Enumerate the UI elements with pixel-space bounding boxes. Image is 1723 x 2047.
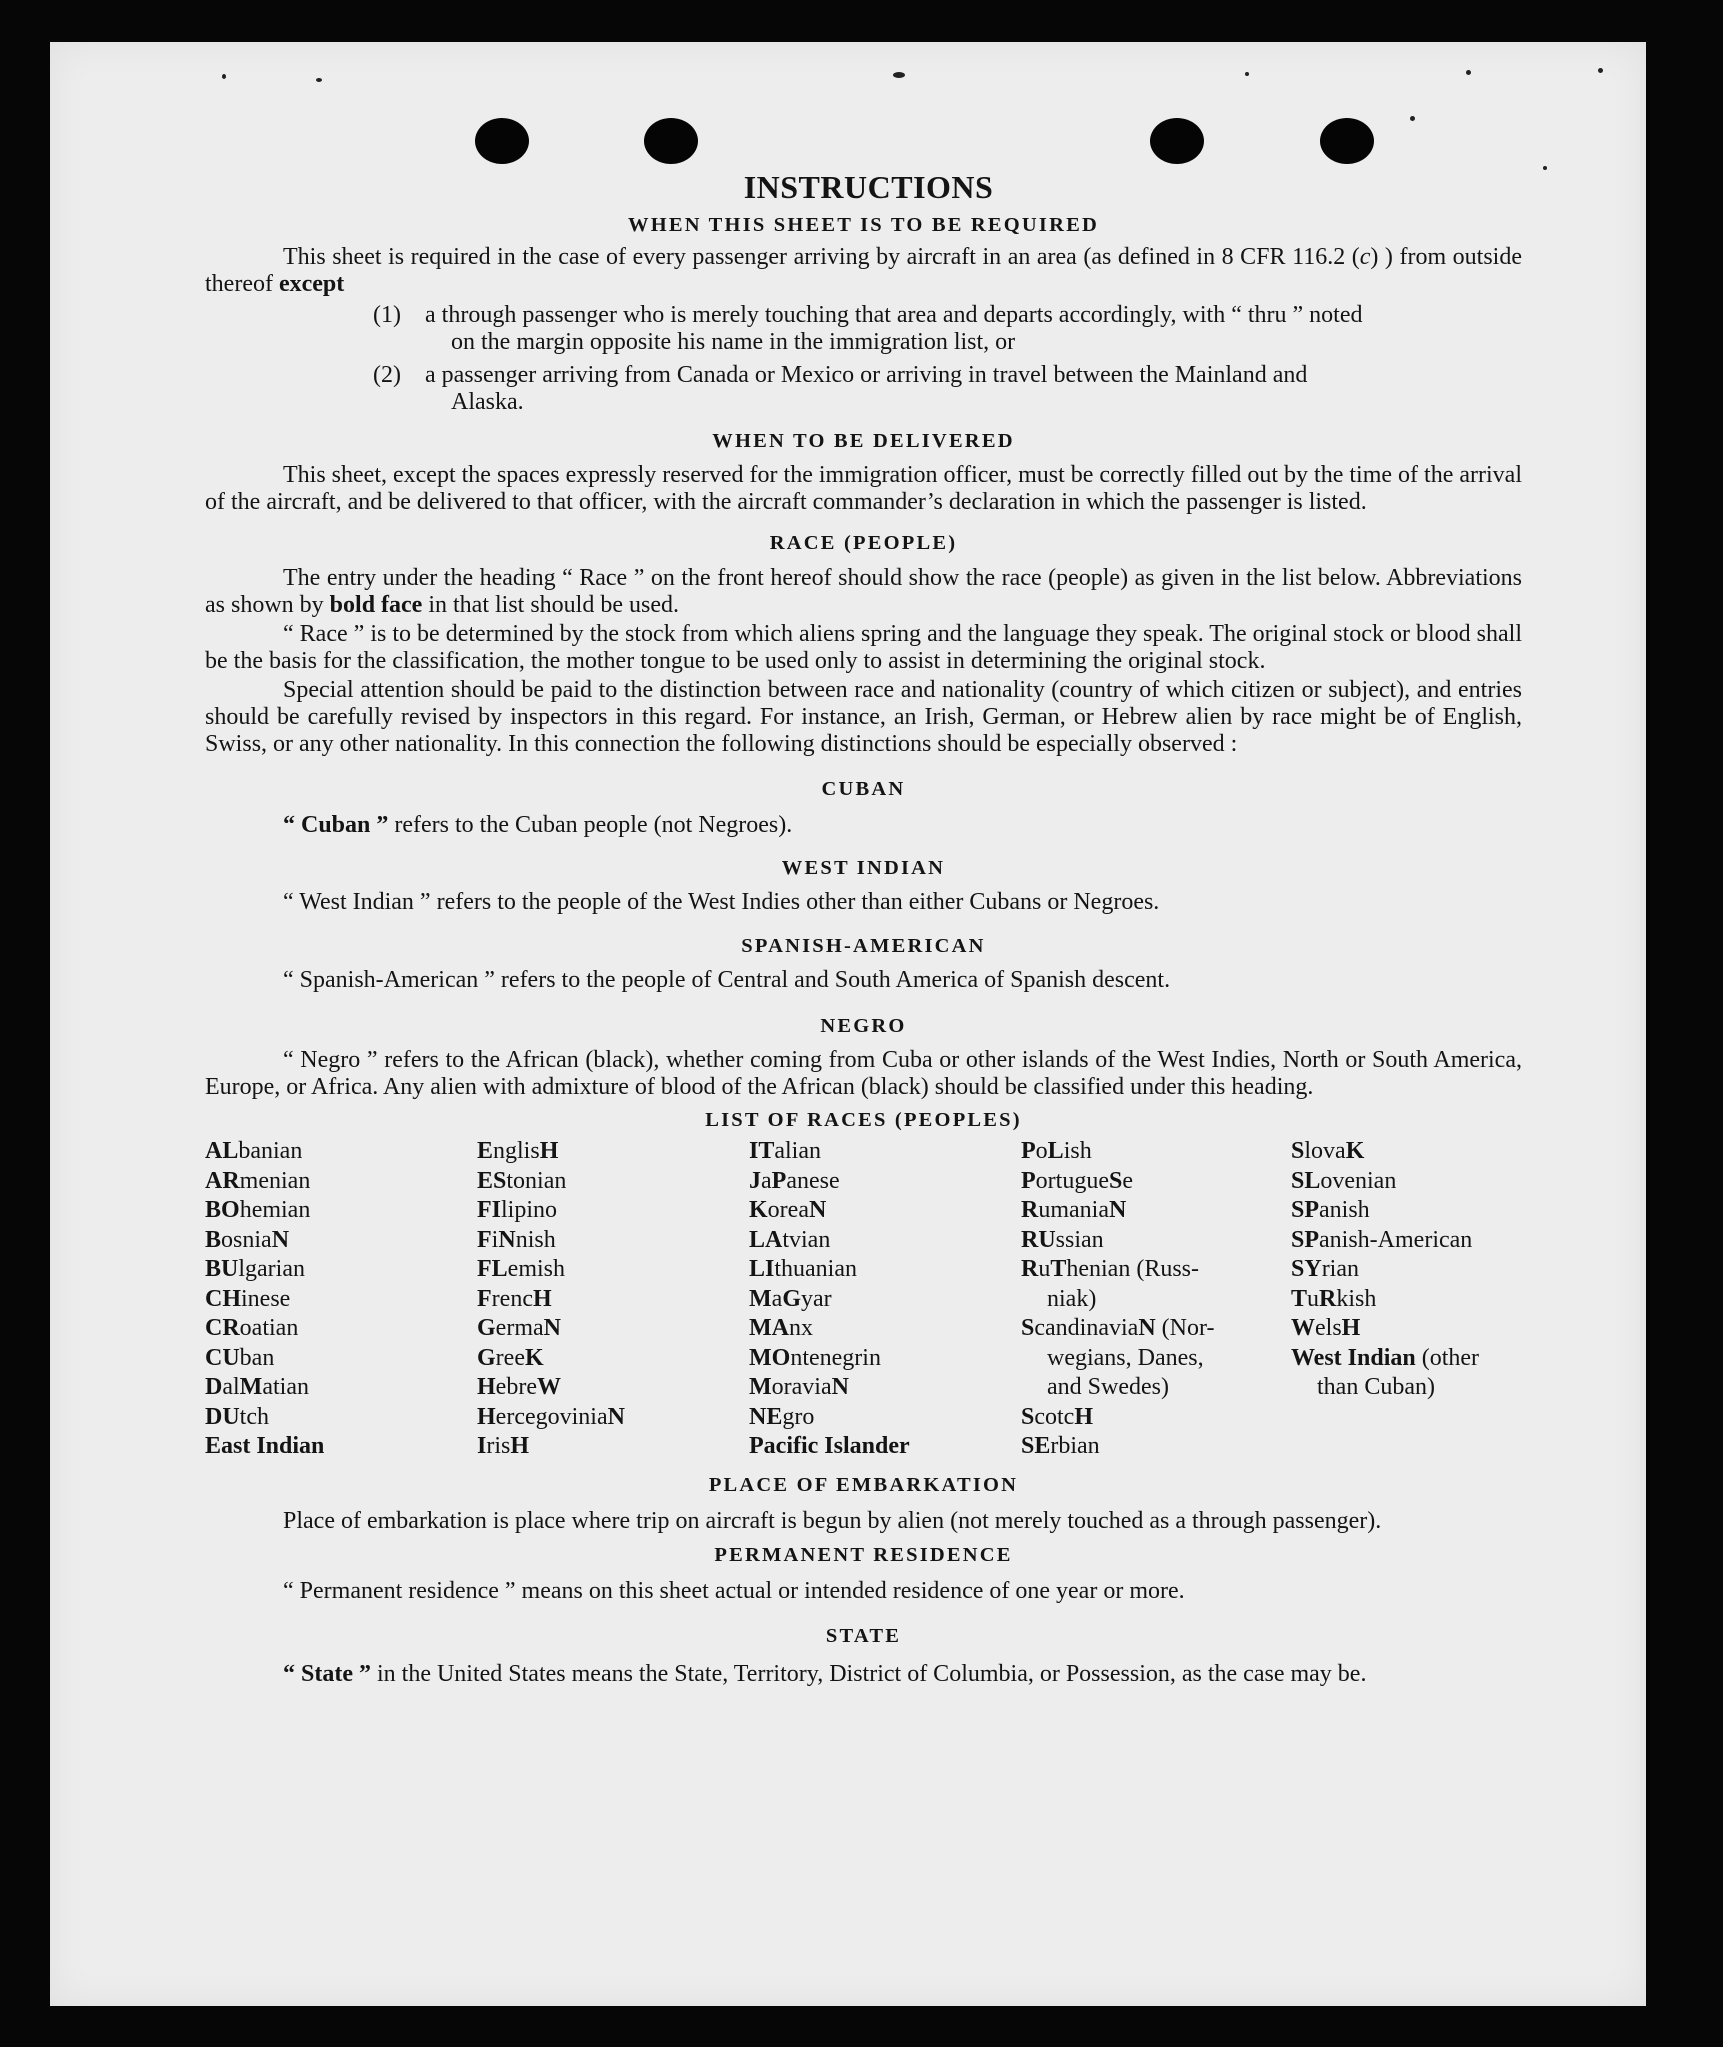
speck: [222, 74, 226, 79]
heading-race: RACE (PEOPLE): [769, 532, 958, 554]
race-entry: LAtvian: [749, 1226, 831, 1253]
race-entry: ScandinaviaN (Nor-: [1021, 1315, 1215, 1341]
negro-text: “ Negro ” refers to the African (black), whether coming from Cuba or other islands of the West Indies, North or South America, Europe, or Africa. Any alien with admixture of blood of the African (black) should be classified under this heading.: [205, 1047, 1522, 1100]
when-delivered-text: This sheet, except the spaces expressly reserved for the immigration officer, must be correctly filled out by the time of the arrival of the aircraft, and be delivered to that officer, with the aircraft commander’s declaration in which the passenger is listed.: [205, 462, 1522, 515]
race-entry: SPanish: [1291, 1197, 1370, 1223]
race-entry: West Indian (other: [1291, 1344, 1480, 1371]
race-entry: BUlgarian: [205, 1256, 305, 1282]
speck: [1543, 166, 1547, 170]
race-entry: MAnx: [749, 1315, 813, 1341]
race-entry: GreeK: [477, 1344, 544, 1371]
race-paragraph-2: “ Race ” is to be determined by the stock from which aliens spring and the language they speak. The original stock or blood shall be the basis for the classification, the mother tongue to be used only to assist in determining the original stock.: [205, 621, 1522, 674]
race-entry: SLovenian: [1291, 1167, 1397, 1194]
race-entry: Pacific Islander: [749, 1433, 910, 1459]
speck: [1466, 70, 1471, 75]
race-entry: MoraviaN: [749, 1374, 849, 1400]
races-column: [1291, 1137, 1521, 1462]
race-entry: than Cuban): [1317, 1374, 1435, 1400]
race-entry: CRoatian: [205, 1315, 299, 1341]
race-entry: TuRkish: [1291, 1285, 1377, 1312]
when-required-text: This sheet is required in the case of every passenger arriving by aircraft in an area (as defined in 8 CFR 116.2 (c) ) from outside thereof except: [205, 244, 1522, 297]
race-entry: niak): [1047, 1285, 1097, 1312]
race-entry: CUban: [205, 1344, 275, 1371]
speck: [1598, 68, 1603, 73]
speck: [893, 72, 905, 78]
race-entry: KoreaN: [749, 1197, 827, 1223]
race-entry: RumaniaN: [1021, 1197, 1127, 1223]
race-entry: JaPanese: [749, 1167, 840, 1194]
race-entry: FIlipino: [477, 1197, 558, 1223]
race-entry: DalMatian: [205, 1374, 309, 1400]
race-entry: ITalian: [749, 1138, 821, 1164]
permanent-residence-text: “ Permanent residence ” means on this sheet actual or intended residence of one year or more.: [283, 1577, 1185, 1604]
races-column: [477, 1137, 749, 1462]
race-entry: EStonian: [477, 1167, 567, 1194]
exception-item-1: (1) a through passenger who is merely touching that area and departs accordingly, with “ thru ” noted on the margin opposite his name in the immigration list, or: [373, 302, 1363, 355]
race-entry: LIthuanian: [749, 1256, 857, 1282]
race-entry: EnglisH: [477, 1138, 559, 1164]
race-entry: wegians, Danes,: [1047, 1344, 1204, 1371]
race-entry: ALbanian: [205, 1138, 303, 1164]
instructions-body: [205, 168, 1522, 1690]
race-entry: WelsH: [1291, 1315, 1361, 1341]
spanish-american-text: “ Spanish-American ” refers to the people of Central and South America of Spanish descent.: [283, 967, 1171, 993]
race-entry: East Indian: [205, 1433, 325, 1459]
race-entry: FiNnish: [477, 1226, 556, 1253]
race-entry: PortugueSe: [1021, 1167, 1133, 1194]
heading-permanent-residence: PERMANENT RESIDENCE: [714, 1543, 1013, 1566]
race-entry: HebreW: [477, 1374, 561, 1400]
race-entry: ARmenian: [205, 1167, 311, 1194]
races-list: [205, 1137, 1522, 1462]
state-text: “ State ” in the United States means the State, Territory, District of Columbia, or Possession, as the case may be.: [283, 1660, 1367, 1687]
punch-hole: [475, 118, 529, 164]
speck: [316, 78, 322, 82]
heading-list-of-races: LIST OF RACES (PEOPLES): [705, 1109, 1022, 1131]
races-column: [1021, 1137, 1291, 1462]
west-indian-text: “ West Indian ” refers to the people of the West Indies other than either Cubans or Negroes.: [283, 889, 1160, 915]
punch-hole: [1320, 118, 1374, 164]
heading-west-indian: WEST INDIAN: [781, 857, 946, 879]
race-entry: and Swedes): [1047, 1374, 1169, 1400]
cuban-text: “ Cuban ” refers to the Cuban people (not Negroes).: [283, 812, 793, 838]
race-entry: MOntenegrin: [749, 1344, 881, 1371]
heading-cuban: CUBAN: [821, 778, 906, 800]
punch-hole: [1150, 118, 1204, 164]
heading-spanish-american: SPANISH-AMERICAN: [741, 935, 986, 957]
race-paragraph-1: The entry under the heading “ Race ” on the front hereof should show the race (people) as given in the list below. Abbreviations as shown by bold face in that list should be used.: [205, 565, 1522, 618]
race-entry: PoLish: [1021, 1138, 1092, 1164]
heading-state: STATE: [825, 1624, 902, 1647]
races-column: [205, 1137, 477, 1462]
race-entry: BOhemian: [205, 1197, 311, 1223]
race-entry: BosniaN: [205, 1226, 290, 1253]
race-paragraph-3: Special attention should be paid to the distinction between race and nationality (country of which citizen or subject), and entries should be carefully revised by inspectors in this regard. For instance, an Irish, German, or Hebrew alien by race might be of English, Swiss, or any other nationality. In this connection the following distinctions should be especially observed :: [205, 677, 1522, 757]
race-entry: IrisH: [477, 1433, 530, 1459]
exception-item-2: (2) a passenger arriving from Canada or Mexico or arriving in travel between the Mainland and Alaska.: [373, 362, 1308, 415]
heading-negro: NEGRO: [820, 1015, 907, 1037]
race-entry: RUssian: [1021, 1226, 1104, 1253]
race-entry: FLemish: [477, 1256, 565, 1282]
races-column: [749, 1137, 1021, 1462]
race-entry: CHinese: [205, 1285, 291, 1312]
page-title: INSTRUCTIONS: [743, 169, 994, 205]
speck: [1410, 116, 1415, 121]
race-entry: MaGyar: [749, 1285, 832, 1312]
race-entry: FrencH: [477, 1285, 552, 1312]
place-of-embarkation-text: Place of embarkation is place where trip on aircraft is begun by alien (not merely touched as a through passenger).: [283, 1507, 1382, 1534]
race-entry: SPanish-American: [1291, 1226, 1473, 1253]
heading-when-delivered: WHEN TO BE DELIVERED: [712, 430, 1015, 452]
heading-place-of-embarkation: PLACE OF EMBARKATION: [708, 1473, 1019, 1496]
race-entry: SErbian: [1021, 1433, 1100, 1459]
race-entry: DUtch: [205, 1403, 269, 1430]
punch-hole: [644, 118, 698, 164]
speck: [1245, 72, 1249, 76]
race-entry: GermaN: [477, 1315, 561, 1341]
race-entry: RuThenian (Russ-: [1021, 1256, 1200, 1282]
race-entry: SlovaK: [1291, 1138, 1365, 1164]
race-entry: SYrian: [1291, 1256, 1359, 1282]
heading-when-required: WHEN THIS SHEET IS TO BE REQUIRED: [628, 214, 1099, 236]
race-entry: ScotcH: [1021, 1403, 1094, 1430]
race-entry: HercegoviniaN: [477, 1403, 625, 1430]
race-entry: NEgro: [749, 1403, 815, 1430]
